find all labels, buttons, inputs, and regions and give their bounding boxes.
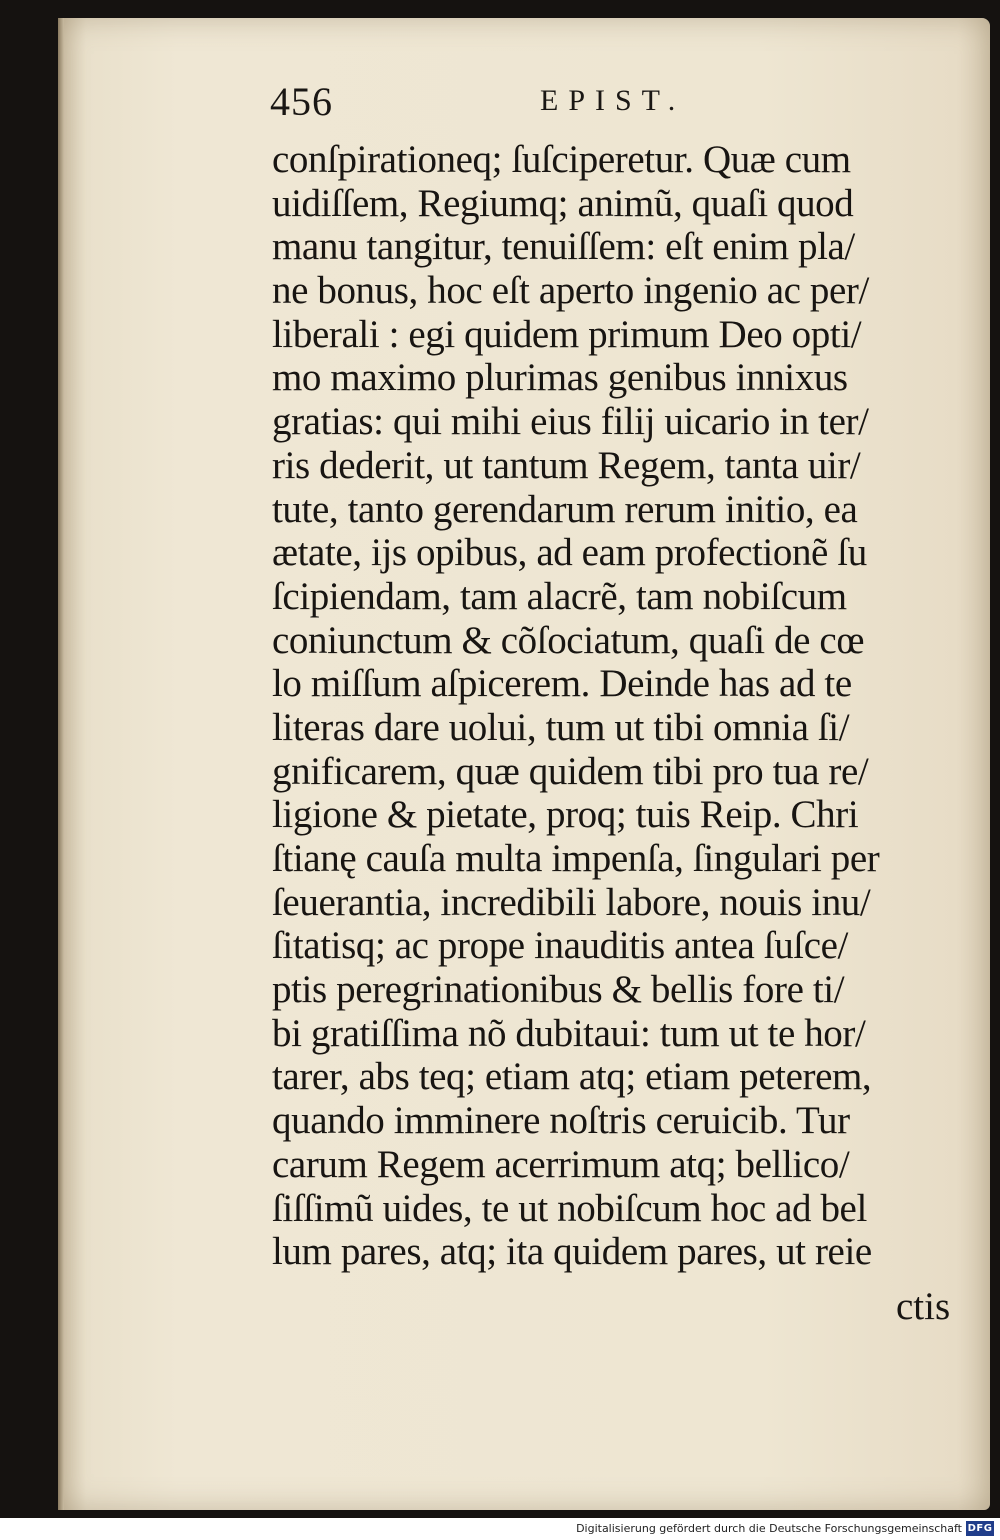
text-line: ligione & pietate, proq; tuis Reip. Chri: [272, 793, 859, 837]
text-line: bi gratiſſima nõ dubitaui: tum ut te hor/: [272, 1011, 866, 1055]
text-line: coniunctum & cõſociatum, quaſi de cœ: [272, 618, 865, 662]
page-number: 456: [270, 79, 333, 124]
text-line: ne bonus, hoc eſt aperto ingenio ac per/: [272, 269, 869, 313]
text-line: ſitatisq; ac prope inauditis antea ſuſce/: [272, 924, 848, 968]
text-line: ris dederit, ut tantum Regem, tanta uir/: [272, 443, 861, 487]
text-line: mo maximo plurimas genibus innixus: [272, 356, 848, 400]
text-line: liberali : egi quidem primum Deo opti/: [272, 312, 862, 356]
text-line: ſeuerantia, incredibili labore, nouis inu/: [272, 880, 871, 924]
text-line: gratias: qui mihi eius filij uicario in ter/: [272, 400, 869, 444]
page-gutter-edge: [58, 18, 64, 1510]
text-line: ſcipiendam, tam alacrẽ, tam nobiſcum: [272, 574, 847, 618]
text-line: lo miſſum aſpicerem. Deinde has ad te: [272, 662, 852, 706]
text-line: tute, tanto gerendarum rerum initio, ea: [272, 487, 858, 531]
text-line: ſiſſimũ uides, te ut nobiſcum hoc ad bel: [272, 1186, 867, 1230]
footer-credit: Digitalisierung gefördert durch die Deutsche Forschungsgemeinschaft: [576, 1522, 962, 1535]
dfg-logo-icon: DFG: [967, 1523, 993, 1534]
footer-bar: [0, 1518, 1000, 1540]
text-line: quando imminere noſtris ceruicib. Tur: [272, 1099, 850, 1143]
text-line: lum pares, atq; ita quidem pares, ut reie: [272, 1230, 872, 1274]
text-line: ætate, ijs opibus, ad eam profectionẽ ſu: [272, 531, 867, 575]
text-line: ptis peregrinationibus & bellis fore ti/: [272, 968, 845, 1012]
text-line: manu tangitur, tenuiſſem: eſt enim pla/: [272, 225, 855, 269]
text-line: carum Regem acerrimum atq; bellico/: [272, 1142, 850, 1186]
running-head: [0, 78, 1000, 128]
text-line: gnificarem, quæ quidem tibi pro tua re/: [272, 749, 869, 793]
text-line: tarer, abs teq; etiam atq; etiam peterem,: [272, 1055, 872, 1099]
body-text: [272, 138, 952, 1274]
text-line: uidiſſem, Regiumq; animũ, quaſi quod: [272, 181, 854, 225]
text-line: conſpirationeq; ſuſciperetur. Quæ cum: [272, 138, 851, 181]
running-head-title: EPIST.: [540, 84, 686, 117]
text-line: ſtianę cauſa multa impenſa, ſingulari per: [272, 837, 880, 880]
text-line: literas dare uolui, tum ut tibi omnia ſi/: [272, 705, 850, 749]
catchword: ctis: [896, 1285, 951, 1328]
